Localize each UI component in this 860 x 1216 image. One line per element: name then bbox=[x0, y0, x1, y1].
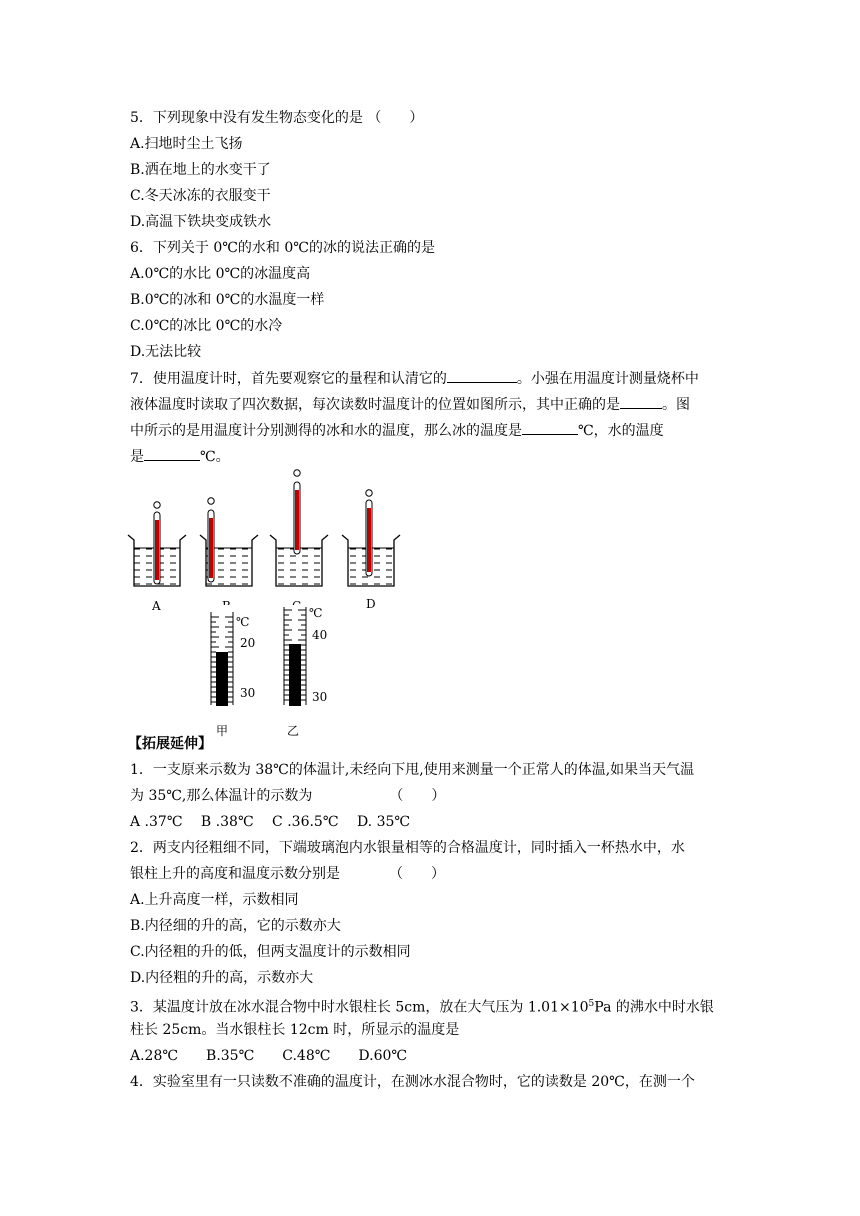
q5-stem: 5．下列现象中没有发生物态变化的是 （ ） bbox=[130, 110, 424, 126]
thermometer-jia-tick-30: 30 bbox=[240, 686, 256, 700]
e3-line-1-text-b: Pa 的沸水中时水银 bbox=[594, 999, 714, 1016]
e1-line-1: 1．一支原来示数为 38℃的体温计,未经向下甩,使用来测量一个正常人的体温,如果当天气温 bbox=[130, 762, 695, 778]
beaker-label-d: D bbox=[366, 597, 376, 611]
thermometer-jia-column bbox=[216, 652, 228, 706]
e2-option-b: B.内径细的升的高，它的示数亦大 bbox=[130, 918, 341, 934]
e3-line-2: 柱长 25cm。当水银柱长 12cm 时，所显示的温度是 bbox=[130, 1022, 460, 1038]
q7-line-4-text-a: 是 bbox=[130, 449, 144, 465]
beaker-d bbox=[342, 490, 400, 586]
e2-option-a: A.上升高度一样，示数相同 bbox=[130, 892, 299, 908]
q7-line-4-text-b: ℃。 bbox=[200, 449, 230, 465]
thermometer-yi bbox=[284, 605, 327, 738]
q7-line-3-text-b: ℃，水的温度 bbox=[578, 423, 664, 439]
thermometer-yi-unit: ℃ bbox=[309, 606, 323, 620]
q5-option-d: D.高温下铁块变成铁水 bbox=[130, 214, 272, 230]
thermometer-d-mercury bbox=[367, 508, 371, 572]
q7-line-1-text-a: 7．使用温度计时，首先要观察它的量程和认清它的 bbox=[130, 371, 447, 387]
thermometer-b-top bbox=[208, 498, 214, 504]
q6-option-a: A.0℃的水比 0℃的冰温度高 bbox=[130, 266, 311, 282]
q7-line-3-text-a: 中所示的是用温度计分别测得的冰和水的温度，那么冰的温度是 bbox=[130, 423, 522, 439]
e4-line-1: 4．实验室里有一只读数不准确的温度计，在测冰水混合物时，它的读数是 20℃，在测一个 bbox=[130, 1074, 695, 1090]
e3-line-1-text-a: 3．某温度计放在冰水混合物中时水银柱长 5cm，放在大气压为 1.01×10 bbox=[130, 999, 589, 1016]
thermometer-jia bbox=[211, 605, 255, 738]
q7-line-1-text-b: 。小强在用温度计测量烧杯中 bbox=[516, 371, 699, 387]
e2-option-c: C.内径粗的升的低，但两支温度计的示数相同 bbox=[130, 944, 411, 960]
beaker-c bbox=[270, 470, 328, 586]
q7-line-2-text-b: 。图 bbox=[662, 397, 690, 413]
beaker-b bbox=[200, 498, 258, 586]
thermometer-d-top bbox=[366, 490, 372, 496]
e2-line-2: 银柱上升的高度和温度示数分别是 （ ） bbox=[130, 866, 445, 882]
q6-stem: 6．下列关于 0℃的水和 0℃的冰的说法正确的是 bbox=[130, 240, 435, 256]
thermometer-a-mercury bbox=[155, 520, 159, 580]
thermometer-yi-tick-40: 40 bbox=[312, 628, 328, 642]
e2-line-1: 2．两支内径粗细不同，下端玻璃泡内水银量相等的合格温度计，同时插入一杯热水中，水 bbox=[130, 840, 685, 856]
thermometer-b-mercury bbox=[209, 518, 213, 578]
thermometer-jia-unit: ℃ bbox=[236, 615, 250, 629]
e3-exponent: 5 bbox=[588, 999, 595, 1009]
section-title: 【拓展延伸】 bbox=[128, 736, 212, 752]
q6-option-c: C.0℃的冰比 0℃的水冷 bbox=[130, 318, 283, 334]
thermometer-yi-tick-30: 30 bbox=[312, 690, 328, 704]
q6-option-d: D.无法比较 bbox=[130, 344, 202, 360]
thermometer-yi-label: 乙 bbox=[287, 724, 300, 738]
q5-option-c: C.冬天冰冻的衣服变干 bbox=[130, 188, 271, 204]
thermometer-a-top bbox=[154, 502, 160, 508]
thermometer-c-top bbox=[294, 470, 300, 476]
thermometer-yi-column bbox=[289, 644, 301, 706]
q5-option-a: A.扫地时尘土飞扬 bbox=[130, 136, 243, 152]
thermometer-jia-label: 甲 bbox=[216, 724, 229, 738]
beaker-a bbox=[128, 502, 186, 586]
q5-option-b: B.洒在地上的水变干了 bbox=[130, 162, 271, 178]
e2-option-d: D.内径粗的升的高，示数亦大 bbox=[130, 970, 314, 986]
q7-line-2-text-a: 液体温度时读取了四次数据，每次读数时温度计的位置如图所示，其中正确的是 bbox=[130, 397, 620, 413]
beaker-label-a: A bbox=[152, 599, 161, 613]
e1-options: A .37℃ B .38℃ C .36.5℃ D. 35℃ bbox=[130, 814, 411, 830]
thermometer-c-mercury bbox=[295, 490, 299, 550]
q6-option-b: B.0℃的冰和 0℃的水温度一样 bbox=[130, 292, 325, 308]
e3-line-1 bbox=[130, 994, 714, 1018]
e3-options: A.28℃ B.35℃ C.48℃ D.60℃ bbox=[130, 1048, 408, 1064]
thermometer-jia-tick-20: 20 bbox=[240, 636, 256, 650]
e1-line-2: 为 35℃,那么体温计的示数为 （ ） bbox=[130, 788, 446, 804]
